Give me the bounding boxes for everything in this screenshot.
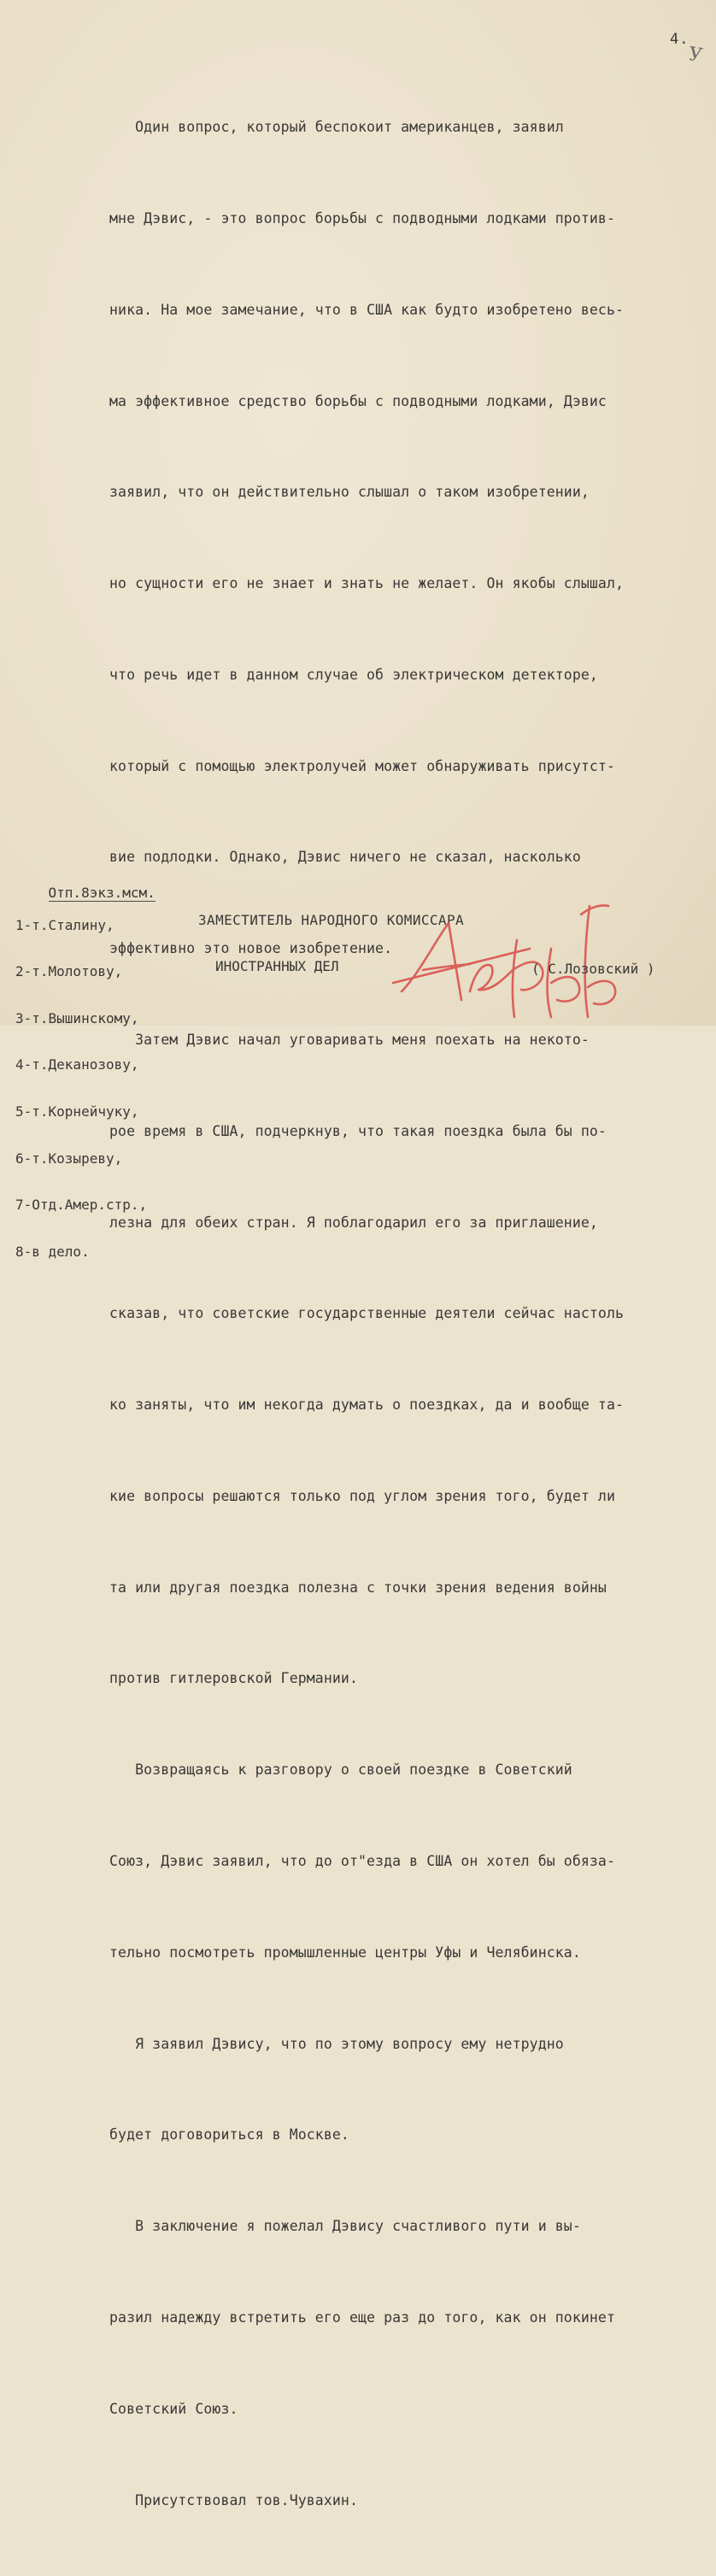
distribution-item: 8-в дело. xyxy=(15,1243,90,1260)
body-line: Один вопрос, который беспокоит американцев, заявил xyxy=(109,119,564,136)
body-line: против гитлеровской Германии. xyxy=(109,1670,358,1687)
body-line: Я заявил Дэвису, что по этому вопросу ему нетрудно xyxy=(109,2035,564,2052)
body-line: та или другая поездка полезна с точки зрения ведения войны xyxy=(109,1579,607,1596)
body-line: ко заняты, что им некогда думать о поездках, да и вообще та- xyxy=(109,1397,625,1414)
distribution-item: 6-т.Козыреву, xyxy=(15,1150,123,1167)
body-line: В заключение я пожелал Дэвису счастливого пути и вы- xyxy=(109,2218,581,2235)
distribution-item: 2-т.Молотову, xyxy=(15,963,123,980)
handwritten-signature xyxy=(376,889,632,1026)
distribution-item: 5-т.Корнейчуку, xyxy=(15,1103,139,1120)
signatory-title-line: ИНОСТРАННЫХ ДЕЛ xyxy=(215,958,339,974)
body-line: тельно посмотреть промышленные центры Уфы и Челябинска. xyxy=(109,1944,581,1961)
body-line: Союз, Дэвис заявил, что до от"езда в США он хотел бы обяза- xyxy=(109,1853,615,1870)
distribution-header: Отп.8экз.мсм. xyxy=(48,885,156,902)
body-line: заявил, что он действительно слышал о таком изобретении, xyxy=(109,484,590,501)
body-line: сказав, что советские государственные деятели сейчас настоль xyxy=(109,1305,625,1322)
body-line: кие вопросы решаются только под углом зрения того, будет ли xyxy=(109,1487,615,1504)
body-line: Возвращаясь к разговору о своей поездке в Советский xyxy=(109,1761,572,1779)
handwritten-check-mark: У xyxy=(687,44,704,67)
distribution-list xyxy=(15,870,156,1291)
body-line: эффективно это новое изобретение. xyxy=(109,940,393,957)
page-number: 4. xyxy=(670,31,690,48)
body-line: лезна для обеих стран. Я поблагодарил его за приглашение, xyxy=(109,1214,598,1231)
body-line: будет договориться в Москве. xyxy=(109,2126,349,2144)
signatory-name: ( С.Лозовский ) xyxy=(531,961,655,977)
letter-body xyxy=(109,51,712,2576)
body-line: мне Дэвис, - это вопрос борьбы с подводными лодками против- xyxy=(109,209,615,226)
body-line: вие подлодки. Однако, Дэвис ничего не сказал, насколько xyxy=(109,849,581,866)
body-line: что речь идет в данном случае об электрическом детекторе, xyxy=(109,666,598,683)
distribution-item: 3-т.Вышинскому, xyxy=(15,1009,139,1026)
body-line: ника. На мое замечание, что в США как будто изобретено весь- xyxy=(109,301,625,318)
body-line: рое время в США, подчеркнув, что такая поездка была бы по- xyxy=(109,1122,607,1139)
body-line: но сущности его не знает и знать не желает. Он якобы слышал, xyxy=(109,575,625,592)
body-line: ма эффективное средство борьбы с подводными лодками, Дэвис xyxy=(109,392,607,409)
body-line: разил надежду встретить его еще раз до того, как он покинет xyxy=(109,2308,615,2326)
distribution-item: 4-т.Деканозову, xyxy=(15,1056,139,1073)
signatory-title-line: ЗАМЕСТИТЕЛЬ НАРОДНОГО КОМИССАРА xyxy=(198,912,465,928)
body-line: который с помощью электролучей может обнаруживать присутст- xyxy=(109,757,615,774)
distribution-item: 1-т.Сталину, xyxy=(15,916,114,933)
distribution-item: 7-Отд.Амер.стр., xyxy=(15,1197,148,1214)
body-line: Советский Союз. xyxy=(109,2400,238,2417)
body-line: Присутствовал тов.Чувахин. xyxy=(109,2491,358,2508)
body-line: Затем Дэвис начал уговаривать меня поехать на некото- xyxy=(109,1032,590,1048)
